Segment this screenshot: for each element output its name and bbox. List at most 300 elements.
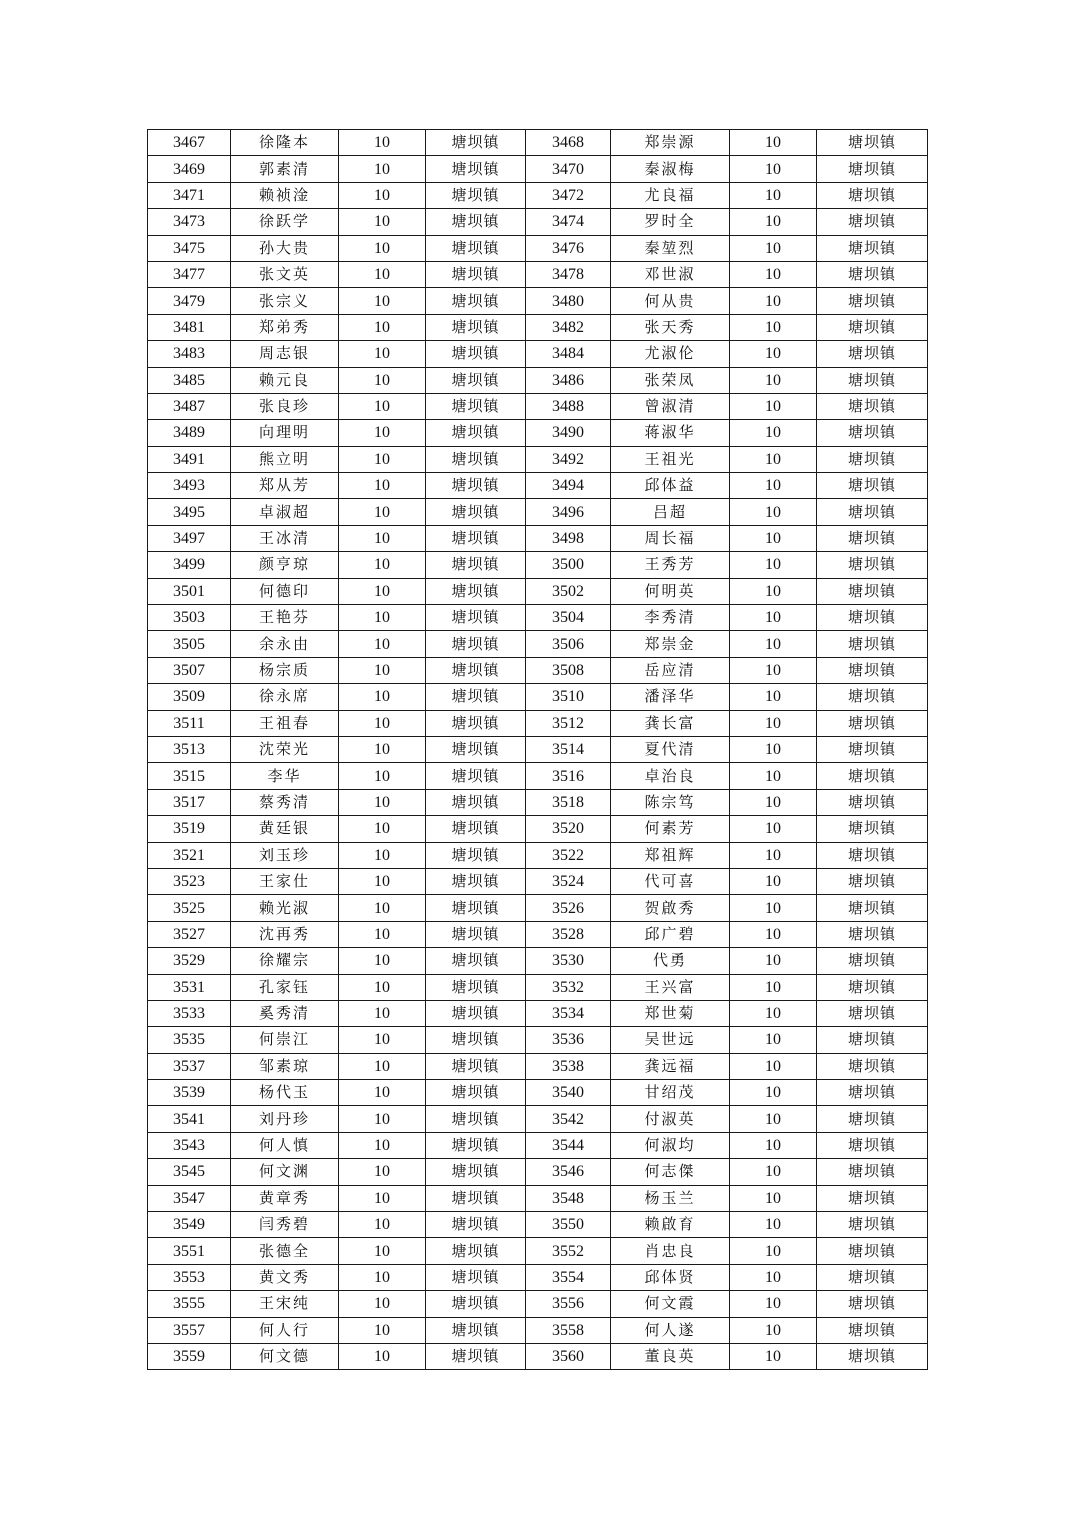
left-record-id-cell: 3533 [148, 1000, 231, 1026]
left-person-name-cell: 张德全 [231, 1238, 339, 1264]
right-town-name-cell: 塘坝镇 [817, 367, 928, 393]
left-record-id-cell: 3535 [148, 1027, 231, 1053]
right-person-name-cell: 何明英 [611, 578, 730, 604]
left-amount-cell: 10 [339, 974, 426, 1000]
right-person-name-cell: 王祖光 [611, 446, 730, 472]
left-town-name-cell: 塘坝镇 [426, 393, 526, 419]
left-town-name-cell: 塘坝镇 [426, 314, 526, 340]
roster-table [147, 129, 928, 1370]
left-person-name-cell: 杨代玉 [231, 1080, 339, 1106]
right-person-name-cell: 郑世菊 [611, 1000, 730, 1026]
right-town-name-cell: 塘坝镇 [817, 1238, 928, 1264]
left-town-name-cell: 塘坝镇 [426, 1080, 526, 1106]
right-record-id-cell: 3524 [526, 868, 611, 894]
left-amount-cell: 10 [339, 209, 426, 235]
left-amount-cell: 10 [339, 631, 426, 657]
left-amount-cell: 10 [339, 657, 426, 683]
right-person-name-cell: 潘泽华 [611, 684, 730, 710]
table-row [148, 631, 928, 657]
right-record-id-cell: 3548 [526, 1185, 611, 1211]
left-person-name-cell: 何文德 [231, 1343, 339, 1369]
right-town-name-cell: 塘坝镇 [817, 552, 928, 578]
left-amount-cell: 10 [339, 1080, 426, 1106]
right-town-name-cell: 塘坝镇 [817, 1159, 928, 1185]
table-row [148, 1264, 928, 1290]
right-record-id-cell: 3552 [526, 1238, 611, 1264]
table-row [148, 895, 928, 921]
right-amount-cell: 10 [730, 446, 817, 472]
left-amount-cell: 10 [339, 1000, 426, 1026]
right-person-name-cell: 秦淑梅 [611, 156, 730, 182]
right-town-name-cell: 塘坝镇 [817, 314, 928, 340]
table-row [148, 1053, 928, 1079]
right-town-name-cell: 塘坝镇 [817, 895, 928, 921]
right-amount-cell: 10 [730, 657, 817, 683]
left-amount-cell: 10 [339, 1212, 426, 1238]
table-row [148, 499, 928, 525]
left-town-name-cell: 塘坝镇 [426, 684, 526, 710]
right-person-name-cell: 卓治良 [611, 763, 730, 789]
right-town-name-cell: 塘坝镇 [817, 763, 928, 789]
left-town-name-cell: 塘坝镇 [426, 1185, 526, 1211]
table-row [148, 473, 928, 499]
left-record-id-cell: 3557 [148, 1317, 231, 1343]
left-amount-cell: 10 [339, 1238, 426, 1264]
right-town-name-cell: 塘坝镇 [817, 868, 928, 894]
left-town-name-cell: 塘坝镇 [426, 1291, 526, 1317]
right-record-id-cell: 3558 [526, 1317, 611, 1343]
right-record-id-cell: 3536 [526, 1027, 611, 1053]
left-town-name-cell: 塘坝镇 [426, 948, 526, 974]
left-person-name-cell: 赖祯淦 [231, 182, 339, 208]
right-record-id-cell: 3494 [526, 473, 611, 499]
left-record-id-cell: 3559 [148, 1343, 231, 1369]
table-row [148, 1159, 928, 1185]
table-row [148, 367, 928, 393]
left-town-name-cell: 塘坝镇 [426, 974, 526, 1000]
left-record-id-cell: 3505 [148, 631, 231, 657]
right-person-name-cell: 罗时全 [611, 209, 730, 235]
right-record-id-cell: 3504 [526, 605, 611, 631]
left-amount-cell: 10 [339, 1053, 426, 1079]
left-person-name-cell: 徐隆本 [231, 130, 339, 156]
left-amount-cell: 10 [339, 868, 426, 894]
right-record-id-cell: 3468 [526, 130, 611, 156]
right-amount-cell: 10 [730, 816, 817, 842]
left-town-name-cell: 塘坝镇 [426, 1159, 526, 1185]
left-record-id-cell: 3511 [148, 710, 231, 736]
left-amount-cell: 10 [339, 948, 426, 974]
left-record-id-cell: 3517 [148, 789, 231, 815]
left-town-name-cell: 塘坝镇 [426, 209, 526, 235]
left-person-name-cell: 赖光淑 [231, 895, 339, 921]
right-amount-cell: 10 [730, 1159, 817, 1185]
left-person-name-cell: 闫秀碧 [231, 1212, 339, 1238]
right-town-name-cell: 塘坝镇 [817, 525, 928, 551]
roster-body [148, 130, 928, 1370]
left-amount-cell: 10 [339, 420, 426, 446]
right-amount-cell: 10 [730, 367, 817, 393]
right-record-id-cell: 3472 [526, 182, 611, 208]
right-person-name-cell: 邱广碧 [611, 921, 730, 947]
left-town-name-cell: 塘坝镇 [426, 1264, 526, 1290]
left-town-name-cell: 塘坝镇 [426, 816, 526, 842]
right-town-name-cell: 塘坝镇 [817, 261, 928, 287]
right-town-name-cell: 塘坝镇 [817, 1080, 928, 1106]
right-amount-cell: 10 [730, 1106, 817, 1132]
right-town-name-cell: 塘坝镇 [817, 631, 928, 657]
right-amount-cell: 10 [730, 552, 817, 578]
table-row [148, 1080, 928, 1106]
left-amount-cell: 10 [339, 261, 426, 287]
left-amount-cell: 10 [339, 156, 426, 182]
left-town-name-cell: 塘坝镇 [426, 1343, 526, 1369]
right-person-name-cell: 郑崇金 [611, 631, 730, 657]
left-record-id-cell: 3519 [148, 816, 231, 842]
left-person-name-cell: 郑从芳 [231, 473, 339, 499]
right-record-id-cell: 3518 [526, 789, 611, 815]
right-amount-cell: 10 [730, 1291, 817, 1317]
table-row [148, 525, 928, 551]
right-record-id-cell: 3540 [526, 1080, 611, 1106]
table-row [148, 1000, 928, 1026]
right-record-id-cell: 3484 [526, 341, 611, 367]
table-row [148, 921, 928, 947]
table-row [148, 657, 928, 683]
right-town-name-cell: 塘坝镇 [817, 921, 928, 947]
right-person-name-cell: 岳应清 [611, 657, 730, 683]
right-town-name-cell: 塘坝镇 [817, 499, 928, 525]
right-person-name-cell: 夏代清 [611, 736, 730, 762]
right-record-id-cell: 3556 [526, 1291, 611, 1317]
left-town-name-cell: 塘坝镇 [426, 446, 526, 472]
right-amount-cell: 10 [730, 235, 817, 261]
left-amount-cell: 10 [339, 499, 426, 525]
left-town-name-cell: 塘坝镇 [426, 1212, 526, 1238]
left-person-name-cell: 向理明 [231, 420, 339, 446]
table-row [148, 182, 928, 208]
right-person-name-cell: 杨玉兰 [611, 1185, 730, 1211]
left-town-name-cell: 塘坝镇 [426, 1053, 526, 1079]
table-row [148, 816, 928, 842]
left-town-name-cell: 塘坝镇 [426, 789, 526, 815]
left-person-name-cell: 张文英 [231, 261, 339, 287]
left-record-id-cell: 3545 [148, 1159, 231, 1185]
right-town-name-cell: 塘坝镇 [817, 1212, 928, 1238]
right-person-name-cell: 王秀芳 [611, 552, 730, 578]
left-record-id-cell: 3503 [148, 605, 231, 631]
table-row [148, 736, 928, 762]
left-town-name-cell: 塘坝镇 [426, 1027, 526, 1053]
left-amount-cell: 10 [339, 1027, 426, 1053]
right-town-name-cell: 塘坝镇 [817, 473, 928, 499]
left-record-id-cell: 3507 [148, 657, 231, 683]
right-person-name-cell: 何人遂 [611, 1317, 730, 1343]
left-record-id-cell: 3523 [148, 868, 231, 894]
left-person-name-cell: 徐永席 [231, 684, 339, 710]
right-town-name-cell: 塘坝镇 [817, 948, 928, 974]
right-record-id-cell: 3516 [526, 763, 611, 789]
right-town-name-cell: 塘坝镇 [817, 710, 928, 736]
table-row [148, 605, 928, 631]
right-person-name-cell: 何淑均 [611, 1132, 730, 1158]
table-row [148, 1027, 928, 1053]
left-amount-cell: 10 [339, 578, 426, 604]
left-person-name-cell: 奚秀清 [231, 1000, 339, 1026]
left-town-name-cell: 塘坝镇 [426, 261, 526, 287]
right-town-name-cell: 塘坝镇 [817, 341, 928, 367]
left-amount-cell: 10 [339, 710, 426, 736]
table-row [148, 1343, 928, 1369]
table-row [148, 314, 928, 340]
left-record-id-cell: 3473 [148, 209, 231, 235]
right-person-name-cell: 何素芳 [611, 816, 730, 842]
right-town-name-cell: 塘坝镇 [817, 578, 928, 604]
left-town-name-cell: 塘坝镇 [426, 367, 526, 393]
left-town-name-cell: 塘坝镇 [426, 605, 526, 631]
right-person-name-cell: 张荣凤 [611, 367, 730, 393]
right-town-name-cell: 塘坝镇 [817, 235, 928, 261]
left-amount-cell: 10 [339, 314, 426, 340]
table-row [148, 209, 928, 235]
right-town-name-cell: 塘坝镇 [817, 209, 928, 235]
right-amount-cell: 10 [730, 420, 817, 446]
left-amount-cell: 10 [339, 473, 426, 499]
left-amount-cell: 10 [339, 367, 426, 393]
right-record-id-cell: 3546 [526, 1159, 611, 1185]
left-record-id-cell: 3529 [148, 948, 231, 974]
right-person-name-cell: 郑崇源 [611, 130, 730, 156]
left-town-name-cell: 塘坝镇 [426, 895, 526, 921]
right-person-name-cell: 郑祖辉 [611, 842, 730, 868]
right-person-name-cell: 王兴富 [611, 974, 730, 1000]
right-record-id-cell: 3476 [526, 235, 611, 261]
left-person-name-cell: 何崇江 [231, 1027, 339, 1053]
left-person-name-cell: 何德印 [231, 578, 339, 604]
left-record-id-cell: 3493 [148, 473, 231, 499]
right-town-name-cell: 塘坝镇 [817, 130, 928, 156]
left-record-id-cell: 3513 [148, 736, 231, 762]
left-amount-cell: 10 [339, 393, 426, 419]
right-town-name-cell: 塘坝镇 [817, 1106, 928, 1132]
right-amount-cell: 10 [730, 314, 817, 340]
table-row [148, 1212, 928, 1238]
right-amount-cell: 10 [730, 525, 817, 551]
left-person-name-cell: 何文渊 [231, 1159, 339, 1185]
right-amount-cell: 10 [730, 1027, 817, 1053]
left-record-id-cell: 3555 [148, 1291, 231, 1317]
left-amount-cell: 10 [339, 736, 426, 762]
left-town-name-cell: 塘坝镇 [426, 341, 526, 367]
right-record-id-cell: 3554 [526, 1264, 611, 1290]
left-person-name-cell: 刘丹珍 [231, 1106, 339, 1132]
left-town-name-cell: 塘坝镇 [426, 631, 526, 657]
right-amount-cell: 10 [730, 1132, 817, 1158]
right-amount-cell: 10 [730, 130, 817, 156]
left-person-name-cell: 周志银 [231, 341, 339, 367]
table-row [148, 1106, 928, 1132]
right-town-name-cell: 塘坝镇 [817, 684, 928, 710]
left-person-name-cell: 王艳芬 [231, 605, 339, 631]
right-record-id-cell: 3500 [526, 552, 611, 578]
left-person-name-cell: 何人行 [231, 1317, 339, 1343]
table-row [148, 1291, 928, 1317]
right-record-id-cell: 3528 [526, 921, 611, 947]
table-row [148, 156, 928, 182]
right-amount-cell: 10 [730, 156, 817, 182]
right-person-name-cell: 曾淑清 [611, 393, 730, 419]
left-person-name-cell: 卓淑超 [231, 499, 339, 525]
left-record-id-cell: 3469 [148, 156, 231, 182]
left-amount-cell: 10 [339, 816, 426, 842]
right-town-name-cell: 塘坝镇 [817, 842, 928, 868]
table-row [148, 948, 928, 974]
right-person-name-cell: 付淑英 [611, 1106, 730, 1132]
left-record-id-cell: 3521 [148, 842, 231, 868]
right-town-name-cell: 塘坝镇 [817, 1185, 928, 1211]
right-person-name-cell: 陈宗笃 [611, 789, 730, 815]
right-town-name-cell: 塘坝镇 [817, 393, 928, 419]
left-record-id-cell: 3483 [148, 341, 231, 367]
right-person-name-cell: 何文霞 [611, 1291, 730, 1317]
right-person-name-cell: 肖忠良 [611, 1238, 730, 1264]
left-person-name-cell: 黄廷银 [231, 816, 339, 842]
left-person-name-cell: 黄文秀 [231, 1264, 339, 1290]
table-row [148, 1317, 928, 1343]
right-amount-cell: 10 [730, 499, 817, 525]
right-amount-cell: 10 [730, 1264, 817, 1290]
left-town-name-cell: 塘坝镇 [426, 657, 526, 683]
right-town-name-cell: 塘坝镇 [817, 1291, 928, 1317]
right-town-name-cell: 塘坝镇 [817, 1132, 928, 1158]
right-record-id-cell: 3560 [526, 1343, 611, 1369]
left-amount-cell: 10 [339, 842, 426, 868]
left-record-id-cell: 3531 [148, 974, 231, 1000]
left-person-name-cell: 颜亨琼 [231, 552, 339, 578]
left-town-name-cell: 塘坝镇 [426, 736, 526, 762]
left-person-name-cell: 熊立明 [231, 446, 339, 472]
right-record-id-cell: 3512 [526, 710, 611, 736]
left-town-name-cell: 塘坝镇 [426, 1000, 526, 1026]
right-record-id-cell: 3538 [526, 1053, 611, 1079]
table-row [148, 446, 928, 472]
right-record-id-cell: 3482 [526, 314, 611, 340]
left-person-name-cell: 张良珍 [231, 393, 339, 419]
left-town-name-cell: 塘坝镇 [426, 552, 526, 578]
right-record-id-cell: 3532 [526, 974, 611, 1000]
left-town-name-cell: 塘坝镇 [426, 868, 526, 894]
left-town-name-cell: 塘坝镇 [426, 842, 526, 868]
right-person-name-cell: 秦堃烈 [611, 235, 730, 261]
table-row [148, 842, 928, 868]
right-amount-cell: 10 [730, 710, 817, 736]
right-town-name-cell: 塘坝镇 [817, 1053, 928, 1079]
left-record-id-cell: 3471 [148, 182, 231, 208]
right-person-name-cell: 邱体益 [611, 473, 730, 499]
left-record-id-cell: 3491 [148, 446, 231, 472]
left-record-id-cell: 3543 [148, 1132, 231, 1158]
left-person-name-cell: 孔家钰 [231, 974, 339, 1000]
right-amount-cell: 10 [730, 1000, 817, 1026]
table-row [148, 578, 928, 604]
right-amount-cell: 10 [730, 393, 817, 419]
left-town-name-cell: 塘坝镇 [426, 578, 526, 604]
table-row [148, 974, 928, 1000]
left-amount-cell: 10 [339, 895, 426, 921]
right-amount-cell: 10 [730, 789, 817, 815]
right-town-name-cell: 塘坝镇 [817, 605, 928, 631]
left-record-id-cell: 3541 [148, 1106, 231, 1132]
left-record-id-cell: 3485 [148, 367, 231, 393]
right-amount-cell: 10 [730, 1317, 817, 1343]
left-town-name-cell: 塘坝镇 [426, 235, 526, 261]
right-town-name-cell: 塘坝镇 [817, 974, 928, 1000]
left-record-id-cell: 3553 [148, 1264, 231, 1290]
right-person-name-cell: 甘绍茂 [611, 1080, 730, 1106]
right-person-name-cell: 何从贵 [611, 288, 730, 314]
left-town-name-cell: 塘坝镇 [426, 288, 526, 314]
right-record-id-cell: 3526 [526, 895, 611, 921]
right-amount-cell: 10 [730, 1343, 817, 1369]
right-amount-cell: 10 [730, 1080, 817, 1106]
right-amount-cell: 10 [730, 684, 817, 710]
right-person-name-cell: 吴世远 [611, 1027, 730, 1053]
right-person-name-cell: 贺啟秀 [611, 895, 730, 921]
left-person-name-cell: 李华 [231, 763, 339, 789]
right-town-name-cell: 塘坝镇 [817, 1264, 928, 1290]
left-person-name-cell: 张宗义 [231, 288, 339, 314]
right-record-id-cell: 3492 [526, 446, 611, 472]
right-record-id-cell: 3544 [526, 1132, 611, 1158]
right-amount-cell: 10 [730, 1212, 817, 1238]
right-record-id-cell: 3470 [526, 156, 611, 182]
left-town-name-cell: 塘坝镇 [426, 182, 526, 208]
right-amount-cell: 10 [730, 736, 817, 762]
right-record-id-cell: 3480 [526, 288, 611, 314]
left-record-id-cell: 3515 [148, 763, 231, 789]
right-record-id-cell: 3502 [526, 578, 611, 604]
right-amount-cell: 10 [730, 1238, 817, 1264]
left-person-name-cell: 王家仕 [231, 868, 339, 894]
right-record-id-cell: 3542 [526, 1106, 611, 1132]
left-person-name-cell: 郑弟秀 [231, 314, 339, 340]
right-record-id-cell: 3508 [526, 657, 611, 683]
right-person-name-cell: 赖啟育 [611, 1212, 730, 1238]
left-town-name-cell: 塘坝镇 [426, 1106, 526, 1132]
left-town-name-cell: 塘坝镇 [426, 1132, 526, 1158]
left-record-id-cell: 3551 [148, 1238, 231, 1264]
right-town-name-cell: 塘坝镇 [817, 736, 928, 762]
left-town-name-cell: 塘坝镇 [426, 156, 526, 182]
left-amount-cell: 10 [339, 235, 426, 261]
right-town-name-cell: 塘坝镇 [817, 156, 928, 182]
right-amount-cell: 10 [730, 763, 817, 789]
right-record-id-cell: 3522 [526, 842, 611, 868]
right-record-id-cell: 3530 [526, 948, 611, 974]
right-amount-cell: 10 [730, 341, 817, 367]
left-town-name-cell: 塘坝镇 [426, 499, 526, 525]
right-person-name-cell: 吕超 [611, 499, 730, 525]
right-person-name-cell: 尤淑伦 [611, 341, 730, 367]
right-record-id-cell: 3520 [526, 816, 611, 842]
left-person-name-cell: 沈再秀 [231, 921, 339, 947]
right-person-name-cell: 李秀清 [611, 605, 730, 631]
right-record-id-cell: 3506 [526, 631, 611, 657]
left-record-id-cell: 3477 [148, 261, 231, 287]
left-person-name-cell: 余永由 [231, 631, 339, 657]
left-amount-cell: 10 [339, 605, 426, 631]
right-record-id-cell: 3490 [526, 420, 611, 446]
